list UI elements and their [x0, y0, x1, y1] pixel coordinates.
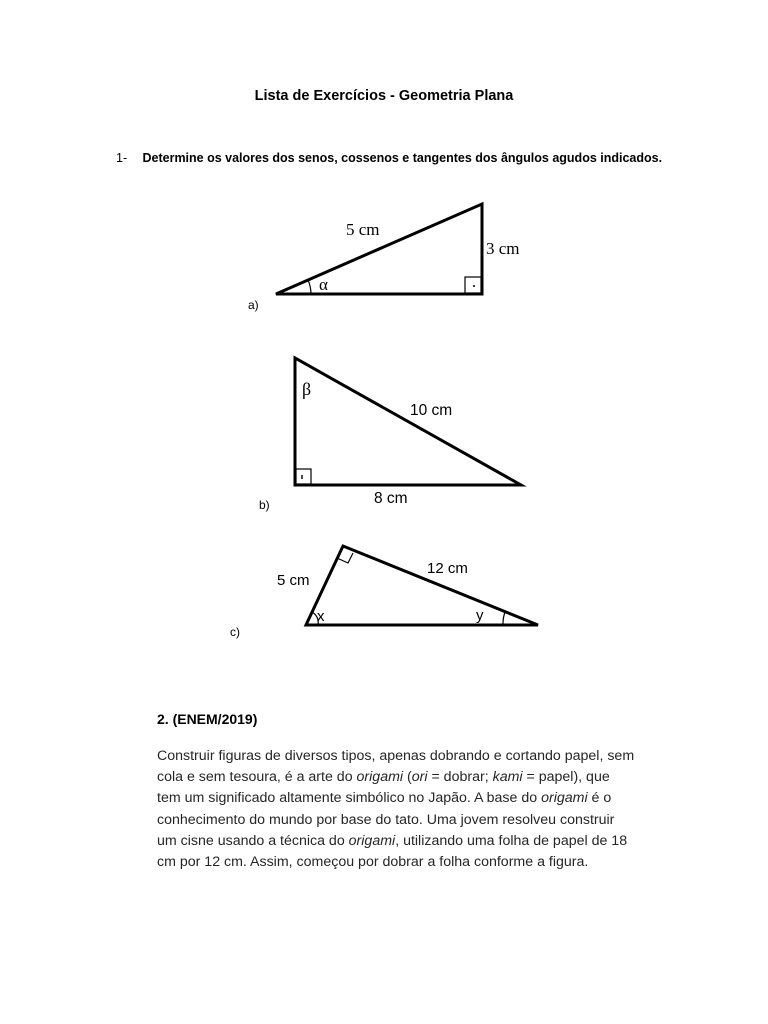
triangle-a-angle-label: α [319, 275, 328, 294]
page-title: Lista de Exercícios - Geometria Plana [254, 88, 514, 104]
triangle-c-leg1-label: 5 cm [277, 572, 310, 589]
q2-italic-kami: kami [492, 769, 523, 786]
triangle-b-angle-label: β [302, 379, 312, 399]
triangle-c-leg2-label: 12 cm [427, 560, 468, 577]
triangle-a-right-angle-mark [465, 277, 481, 293]
q2-italic-ori: ori [411, 769, 428, 786]
q2-text: é o [587, 790, 612, 807]
triangle-b-right-angle-mark [296, 469, 311, 484]
triangle-c-angle-y-arc [503, 612, 505, 625]
triangle-b-shape [295, 358, 521, 485]
q2-text: ( [403, 769, 412, 786]
triangle-a-hyp-label: 5 cm [346, 220, 380, 239]
triangle-a-angle-arc [308, 280, 311, 294]
figure-c-label: c) [230, 625, 240, 639]
q2-italic-origami: origami [541, 790, 588, 807]
q2-line-1: Construir figuras de diversos tipos, apenas dobrando e cortando papel, sem [157, 748, 635, 764]
triangle-c-angle-y-label: y [476, 607, 484, 624]
q2-line-4: conhecimento do mundo por base do tato. Uma jovem resolveu construir [157, 811, 615, 828]
triangle-b [259, 358, 521, 512]
q2-text: , utilizando uma folha de papel de 18 [395, 832, 628, 849]
triangle-a-leg-label: 3 cm [486, 239, 520, 258]
figure-b-label: b) [259, 498, 270, 512]
figure-a-label: a) [248, 298, 259, 312]
q2-text: cola e sem tesoura, é a arte do [157, 769, 357, 786]
q2-text: um cisne usando a técnica do [157, 832, 349, 849]
triangle-b-hyp-label: 10 cm [410, 402, 453, 419]
triangle-a-right-angle-dot [473, 285, 475, 287]
q2-text: = papel), que [522, 769, 610, 786]
triangle-b-leg-label: 8 cm [374, 490, 408, 507]
q2-line-6: cm por 12 cm. Assim, começou por dobrar a folha conforme a figura. [157, 854, 589, 871]
question-2-header: 2. (ENEM/2019) [157, 711, 258, 727]
q2-text: = dobrar; [427, 769, 493, 786]
q2-line-5 [157, 831, 677, 852]
q2-text: tem um significado altamente simbólico no Japão. A base do [157, 790, 542, 807]
triangle-a-shape [276, 204, 482, 294]
q2-italic-origami: origami [348, 832, 396, 849]
q2-line-2 [157, 767, 677, 788]
triangle-c [230, 546, 538, 639]
question-2-body [157, 746, 677, 873]
triangle-a [248, 204, 520, 312]
triangle-c-shape [306, 546, 538, 625]
question-1-text: Determine os valores dos senos, cossenos e tangentes dos ângulos agudos indicados. [142, 151, 663, 165]
question-1-number: 1- [116, 151, 128, 165]
q2-italic-origami: origami [356, 769, 404, 786]
triangle-c-angle-x-label: x [317, 608, 325, 625]
q2-line-3 [157, 788, 677, 809]
